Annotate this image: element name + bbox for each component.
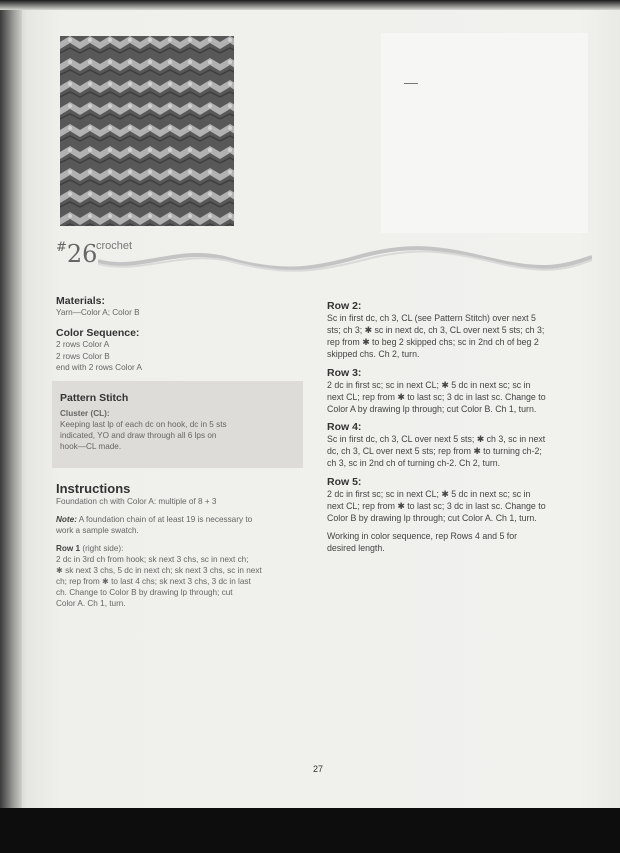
row-line: skipped chs. Ch 2, turn. [327, 349, 420, 359]
row-heading: Row 2: [327, 300, 362, 312]
color-sequence-heading: Color Sequence: [56, 327, 140, 339]
decorative-wave [98, 243, 592, 273]
crochet-swatch-photo [60, 36, 234, 226]
row1-line: 2 dc in 3rd ch from hook; sk next 3 chs, sc in next ch; [56, 555, 249, 564]
closing-line: Working in color sequence, rep Rows 4 and 5 for [327, 531, 518, 541]
closing-section [327, 530, 595, 554]
pattern-stitch-line: hook—CL made. [60, 442, 122, 451]
row1-line: Color A. Ch 1, turn. [56, 599, 126, 608]
row1-line: ch. Change to Color B by drawing lp through; cut [56, 588, 233, 597]
number-sign: # [56, 240, 67, 255]
blank-photo-area [381, 33, 588, 233]
row-line: 2 dc in first sc; sc in next CL; ✱ 5 dc in next sc; sc in [327, 489, 531, 499]
note-text: A foundation chain of at least 19 is necessary to [76, 515, 253, 524]
row-line: 2 dc in first sc; sc in next CL; ✱ 5 dc in next sc; sc in [327, 380, 531, 390]
color-sequence-line: 2 rows Color A [56, 340, 110, 349]
row-heading: Row 3: [327, 367, 362, 379]
row-heading: Row 5: [327, 476, 362, 488]
pattern-stitch-heading: Pattern Stitch [60, 392, 129, 404]
instructions-heading: Instructions [56, 481, 131, 496]
dash-mark [404, 83, 418, 84]
materials-heading: Materials: [56, 295, 106, 307]
row-2-section [327, 300, 595, 360]
row-line: Sc in first dc, ch 3, CL (see Pattern Stitch) over next 5 [327, 313, 536, 323]
color-sequence-line: 2 rows Color B [56, 351, 110, 361]
pattern-stitch-section [60, 392, 300, 452]
row-5-section [327, 476, 595, 524]
top-shadow [0, 0, 620, 10]
pattern-number-value: 26 [66, 240, 98, 268]
pattern-stitch-line: Keeping last lp of each dc on hook, dc in 5 sts [60, 420, 227, 429]
row-heading: Row 4: [327, 421, 362, 433]
instructions-section [56, 481, 308, 609]
row-line: Color A by drawing lp through; cut Color B. Ch 1, turn. [327, 404, 537, 414]
row-line: Sc in first dc, ch 3, CL over next 5 sts; ✱ ch 3, sc in next [327, 434, 546, 444]
row-3-section [327, 367, 595, 415]
row-line: dc, ch 3, CL over next 5 sts; rep from ✱ to turning ch-2; [327, 446, 542, 456]
pattern-number [56, 240, 97, 268]
note-text-cont: work a sample swatch. [56, 526, 139, 535]
note-paragraph [56, 514, 308, 525]
row1-line: ✱ sk next 3 chs, 5 dc in next ch; sk next 3 chs, sc in next [56, 566, 262, 575]
foundation-text: Foundation ch with Color A: multiple of 8 + 3 [56, 497, 217, 506]
row1-line: ch; rep from ✱ to last 4 chs; sk next 3 chs, 3 dc in last [56, 577, 251, 586]
page-number: 27 [313, 764, 324, 774]
cluster-subheading: Cluster (CL): [60, 409, 110, 418]
materials-text: Yarn—Color A; Color B [56, 308, 140, 317]
row1-suffix: (right side): [80, 544, 124, 553]
row-line: next CL; rep from ✱ to last sc; 3 dc in last sc. Change to [327, 392, 546, 402]
row1-heading: Row 1 [56, 544, 81, 553]
note-label: Note: [56, 515, 77, 524]
row1-heading-line [56, 543, 308, 554]
pattern-kind-label: crochet [96, 240, 133, 252]
row-line: sts; ch 3; ✱ sc in next dc, ch 3, CL over next 5 sts; ch 3; [327, 325, 545, 335]
pattern-stitch-line: indicated, YO and draw through all 6 lps on [60, 431, 217, 440]
color-sequence-line: end with 2 rows Color A [56, 363, 143, 372]
row-4-section [327, 421, 595, 469]
closing-line: desired length. [327, 543, 385, 553]
row-line: next CL; rep from ✱ to last sc; 3 dc in last sc. Change to [327, 501, 546, 511]
row-line: ch 3, sc in 2nd ch of turning ch-2. Ch 2, turn. [327, 458, 501, 468]
color-sequence-section [56, 327, 306, 374]
row-line: Color B by drawing lp through; cut Color A. Ch 1, turn. [327, 513, 537, 523]
row-line: rep from ✱ to beg 2 skipped chs; sc in 2nd ch of beg 2 [327, 337, 539, 347]
materials-section [56, 295, 306, 318]
page-gutter [0, 0, 22, 808]
